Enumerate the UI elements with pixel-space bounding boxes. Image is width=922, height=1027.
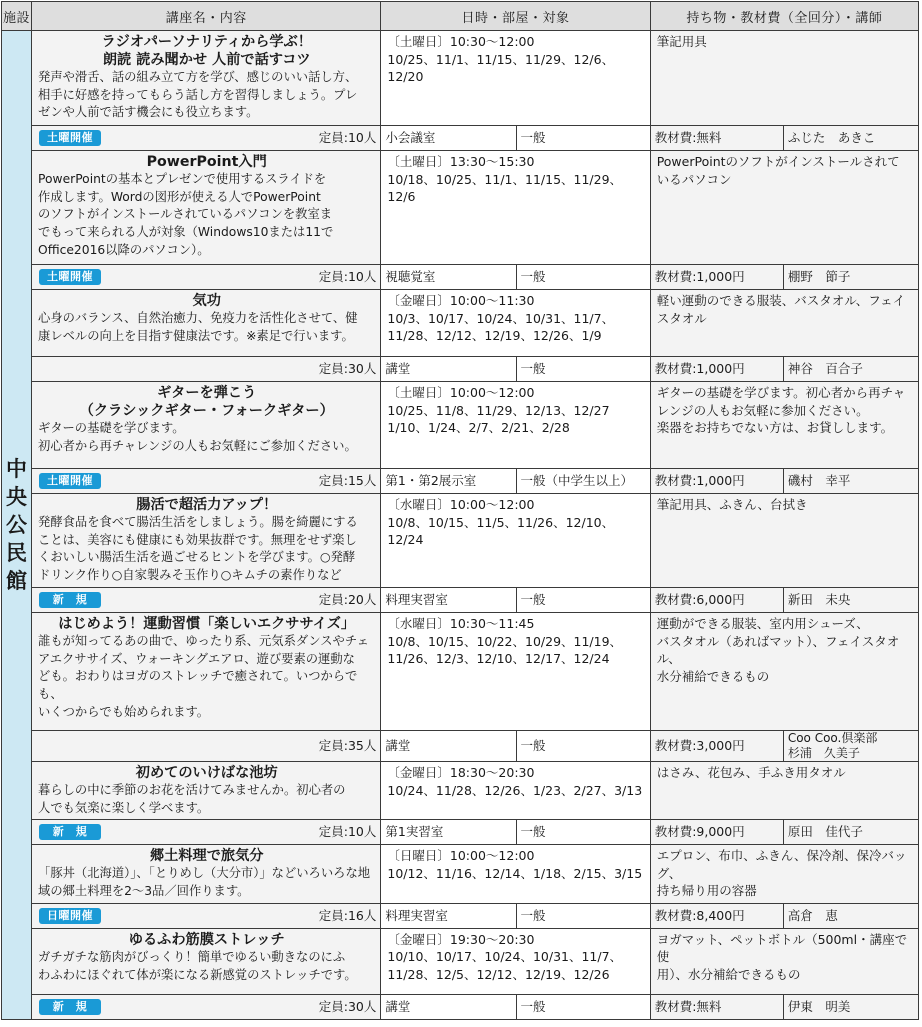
- items-line: バスタオル（あればマット）、フェイスタオル、: [656, 633, 900, 666]
- room: 講堂: [381, 731, 516, 762]
- schedule-badge: 日曜開催: [39, 908, 101, 924]
- items-line: 用）、水分補給できるもの: [656, 966, 801, 982]
- items-line: 水分補給できるもの: [656, 668, 770, 684]
- course-detail-row: [2, 820, 919, 845]
- course-text: ども。おわりはヨガのストレッチで癒されて。いつからでも、: [38, 669, 358, 702]
- schedule-line: 〔土曜日〕10:30〜12:00: [387, 34, 535, 49]
- instructor-name: ふじた あきこ: [787, 130, 876, 145]
- instructor: [783, 588, 918, 613]
- target-audience: 一般: [516, 731, 650, 762]
- course-table: [1, 1, 919, 1020]
- instructor-name: 棚野 節子: [787, 269, 851, 284]
- course-text: アエクササイズ、ウォーキングエアロ、遊び要素の運動な: [38, 651, 355, 666]
- course-row: [2, 382, 919, 469]
- course-row: [2, 151, 919, 265]
- header-datetime: 日時・部屋・対象: [381, 2, 650, 31]
- room: 講堂: [381, 357, 516, 382]
- capacity-cell: [32, 994, 381, 1019]
- facility-char: 央: [6, 484, 28, 509]
- schedule-line: 〔水曜日〕10:00〜12:00: [387, 497, 535, 512]
- room: 小会議室: [381, 126, 516, 151]
- facility-char: 公: [6, 512, 28, 537]
- course-title: ギターを弾こう: [157, 385, 257, 401]
- items-line: 筆記用具: [656, 34, 707, 49]
- course-list: [2, 31, 919, 1020]
- items-line: 楽器をお持ちでない方は、お貸しします。: [656, 420, 894, 435]
- course-schedule: [381, 290, 650, 357]
- capacity-cell: [32, 903, 381, 928]
- target-audience: 一般: [516, 820, 650, 845]
- header-row: [2, 2, 919, 31]
- course-description: [32, 382, 381, 469]
- course-schedule: [381, 494, 650, 588]
- course-row: [2, 762, 919, 820]
- instructor: [783, 903, 918, 928]
- instructor: [783, 731, 918, 762]
- course-text: ギターの基礎を学びます。: [38, 421, 185, 435]
- facility-char: 中: [6, 456, 28, 481]
- target-audience: 一般: [516, 357, 650, 382]
- schedule-badge: 新 規: [39, 824, 101, 840]
- schedule-line: 10/10、10/17、10/24、10/31、11/7、: [387, 949, 623, 965]
- course-text: 発酵食品を食べて腸活生活をしましょう。腸を綺麗にする: [38, 515, 358, 529]
- course-title: 郷土料理で旅気分: [149, 848, 264, 865]
- schedule-line: 10/12、11/16、12/14、1/18、2/15、3/15: [387, 865, 643, 881]
- course-text: 人でも気楽に楽しく学べます。: [38, 800, 210, 815]
- material-fee: 教材費:1,000円: [650, 469, 783, 494]
- capacity: 定員:35人: [318, 738, 377, 753]
- course-text: 作成します。Wordの図形が使える人でPowerPoint: [38, 189, 321, 204]
- material-fee: 教材費:9,000円: [650, 820, 783, 845]
- capacity: 定員:30人: [318, 998, 377, 1014]
- items-line: ヨガマット、ペットボトル（500ml・講座で使: [656, 931, 908, 965]
- items-line: エプロン、布巾、ふきん、保冷剤、保冷バッグ、: [656, 848, 907, 881]
- capacity-cell: [32, 469, 381, 494]
- facility-char: 館: [6, 568, 28, 593]
- capacity-cell: [32, 126, 381, 151]
- course-detail-row: [2, 994, 919, 1019]
- instructor: [783, 994, 918, 1019]
- instructor-name: 神谷 百合子: [787, 361, 863, 376]
- course-row: [2, 31, 919, 126]
- schedule-line: 12/6: [387, 189, 416, 204]
- target-audience: 一般: [516, 588, 650, 613]
- course-detail-row: [2, 469, 919, 494]
- facility-char: 民: [6, 540, 28, 565]
- instructor: [783, 820, 918, 845]
- target-audience: 一般: [516, 126, 650, 151]
- schedule-line: 〔日曜日〕10:00〜12:00: [387, 848, 535, 864]
- schedule-line: 10/24、11/28、12/26、1/23、2/27、3/13: [387, 782, 643, 798]
- course-detail-row: [2, 903, 919, 928]
- capacity-cell: [32, 731, 381, 762]
- course-title: ラジオパーソナリティから学ぶ！: [101, 34, 312, 50]
- capacity: 定員:15人: [318, 473, 377, 488]
- schedule-line: 〔土曜日〕13:30〜15:30: [387, 154, 535, 169]
- course-description: [32, 613, 381, 731]
- course-description: [32, 151, 381, 265]
- course-items: [650, 613, 918, 731]
- course-text: PowerPointの基本とプレゼンで使用するスライドを: [38, 172, 327, 186]
- items-line: レンジの人もお気軽に参加ください。: [656, 402, 869, 418]
- schedule-line: 12/24: [387, 532, 424, 547]
- instructor-name: 新田 未央: [787, 592, 851, 607]
- schedule-line: 10/8、10/15、11/5、11/26、12/10、: [387, 514, 615, 530]
- course-title: 腸活で超活力アップ！: [136, 497, 278, 513]
- schedule-badge: 新 規: [39, 999, 101, 1015]
- course-items: [650, 762, 918, 820]
- items-line: 軽い運動のできる服装、バスタオル、フェイ: [656, 293, 906, 308]
- course-items: [650, 845, 918, 903]
- course-row: [2, 845, 919, 903]
- course-title: 気功: [192, 293, 221, 309]
- instructor: [783, 357, 918, 382]
- course-items: [650, 382, 918, 469]
- facility-name: [2, 31, 32, 1020]
- course-text: ドリンク作り○自家製みそ玉作り○キムチの素作りなど: [38, 568, 342, 583]
- course-text: くおいしい腸活生活を過ごせるヒントを学びます。○発酵: [38, 550, 356, 565]
- course-detail-row: [2, 126, 919, 151]
- course-text: ゼンや人前で話す機会にも役立ちます。: [38, 105, 259, 120]
- course-description: [32, 290, 381, 357]
- course-schedule: [381, 928, 650, 994]
- course-row: [2, 928, 919, 994]
- instructor: [783, 469, 918, 494]
- instructor-name: 磯村 幸平: [787, 473, 851, 488]
- schedule-line: 10/3、10/17、10/24、10/31、11/7、: [387, 310, 615, 326]
- course-text: Office2016以降のパソコン）。: [38, 242, 210, 257]
- material-fee: 教材費:8,400円: [650, 903, 783, 928]
- schedule-line: 〔金曜日〕19:30〜20:30: [387, 931, 535, 947]
- course-title: 朗読 読み聞かせ 人前で話すコツ: [102, 52, 311, 68]
- schedule-line: 12/20: [387, 69, 424, 84]
- course-schedule: [381, 762, 650, 820]
- course-items: [650, 290, 918, 357]
- course-text: 誰もが知ってるあの曲で、ゆったり系、元気系ダンスやチェ: [38, 634, 370, 648]
- schedule-line: 10/8、10/15、10/22、10/29、11/19、: [387, 633, 623, 649]
- course-text: 心身のバランス、自然治癒力、免疫力を活性化させて、健: [38, 311, 358, 325]
- course-text: ことは、美容にも健康にも効果抜群です。無理をせず楽し: [38, 532, 357, 547]
- course-title: はじめよう！運動習慣「楽しいエクササイズ」: [58, 616, 356, 632]
- material-fee: 教材費:無料: [650, 994, 783, 1019]
- instructor-name: 高倉 恵: [787, 907, 838, 923]
- schedule-line: 〔水曜日〕10:30〜11:45: [387, 616, 535, 631]
- header-facility: 施設: [2, 2, 32, 31]
- material-fee: 教材費:1,000円: [650, 265, 783, 290]
- capacity-cell: [32, 588, 381, 613]
- items-line: はさみ、花包み、手ふき用タオル: [656, 765, 846, 780]
- header-course: 講座名・内容: [32, 2, 381, 31]
- course-row: [2, 494, 919, 588]
- course-text: わふわにほぐれて体が楽になる新感覚のストレッチです。: [38, 967, 357, 982]
- course-title: PowerPoint入門: [146, 154, 267, 170]
- capacity-cell: [32, 265, 381, 290]
- course-text: ガチガチな筋肉がびっくり！簡単でゆるい動きなのにふ: [38, 949, 346, 964]
- instructor-name: 伊東 明美: [787, 998, 851, 1014]
- course-description: [32, 494, 381, 588]
- course-title: （クラシックギター・フォークギター）: [79, 403, 334, 419]
- schedule-badge: 新 規: [39, 592, 101, 608]
- target-audience: 一般: [516, 265, 650, 290]
- course-text: 「豚丼（北海道）」、「とりめし（大分市）」などいろいろな地: [38, 866, 371, 881]
- capacity: 定員:10人: [318, 130, 377, 145]
- course-schedule: [381, 31, 650, 126]
- schedule-line: 10/25、11/1、11/15、11/29、12/6、: [387, 51, 615, 67]
- items-line: ギターの基礎を学びます。初心者から再チャ: [656, 385, 906, 400]
- course-text: でもって来られる人が対象（Windows10または11で: [38, 225, 334, 240]
- course-description: [32, 31, 381, 126]
- instructor-name: 原田 佳代子: [787, 824, 863, 840]
- items-line: 筆記用具、ふきん、台拭き: [656, 497, 808, 512]
- material-fee: 教材費:6,000円: [650, 588, 783, 613]
- capacity: 定員:10人: [318, 824, 377, 840]
- room: 視聴覚室: [381, 265, 516, 290]
- course-text: 域の郷土料理を2〜3品／回作ります。: [38, 884, 250, 899]
- schedule-line: 11/28、12/5、12/12、12/19、12/26: [387, 966, 610, 982]
- header-items: 持ち物・教材費（全回分）・講師: [650, 2, 918, 31]
- course-schedule: [381, 151, 650, 265]
- schedule-badge: 土曜開催: [39, 269, 101, 285]
- capacity: 定員:16人: [318, 907, 377, 923]
- capacity: 定員:30人: [318, 361, 377, 376]
- room: 第1・第2展示室: [381, 469, 516, 494]
- instructor-name: Coo Coo.倶楽部: [787, 731, 878, 745]
- schedule-line: 1/10、1/24、2/7、2/21、2/28: [387, 420, 570, 435]
- target-audience: 一般（中学生以上）: [516, 469, 650, 494]
- room: 料理実習室: [381, 903, 516, 928]
- course-detail-row: [2, 588, 919, 613]
- schedule-line: 〔金曜日〕18:30〜20:30: [387, 765, 535, 780]
- course-items: [650, 494, 918, 588]
- course-text: 康レベルの向上を目指す健康法です。※素足で行います。: [38, 328, 354, 343]
- course-text: 初心者から再チャレンジの人もお気軽にご参加ください。: [38, 438, 357, 453]
- material-fee: 教材費:1,000円: [650, 357, 783, 382]
- schedule-line: 〔金曜日〕10:00〜11:30: [387, 293, 535, 308]
- course-text: 暮らしの中に季節のお花を活けてみませんか。初心者の: [38, 783, 346, 797]
- schedule-badge: 土曜開催: [39, 473, 101, 489]
- course-text: 発声や滑舌、話の組み立て方を学び、感じのいい話し方、: [38, 70, 358, 84]
- room: 第1実習室: [381, 820, 516, 845]
- items-line: スタオル: [656, 310, 707, 326]
- schedule-line: 11/28、12/12、12/19、12/26、1/9: [387, 328, 602, 343]
- course-description: [32, 928, 381, 994]
- course-items: [650, 151, 918, 265]
- course-description: [32, 845, 381, 903]
- room: 料理実習室: [381, 588, 516, 613]
- items-line: 運動ができる服装、室内用シューズ、: [656, 616, 869, 631]
- course-description: [32, 762, 381, 820]
- capacity: 定員:20人: [318, 592, 377, 607]
- instructor-name: 杉浦 久美子: [787, 746, 860, 760]
- items-line: いるパソコン: [656, 171, 732, 187]
- instructor: [783, 126, 918, 151]
- course-text: のソフトがインストールされているパソコンを教室ま: [38, 207, 333, 222]
- course-text: 相手に好感を持ってもらう話し方を習得しましょう。プレ: [38, 87, 358, 102]
- target-audience: 一般: [516, 903, 650, 928]
- schedule-line: 〔土曜日〕10:00〜12:00: [387, 385, 535, 400]
- course-detail-row: [2, 357, 919, 382]
- course-items: [650, 928, 918, 994]
- items-line: PowerPointのソフトがインストールされて: [656, 154, 900, 169]
- capacity-cell: [32, 820, 381, 845]
- course-detail-row: [2, 265, 919, 290]
- material-fee: 教材費:3,000円: [650, 731, 783, 762]
- course-title: 初めてのいけばな池坊: [135, 765, 278, 781]
- course-text: いくつからでも始められます。: [38, 704, 210, 719]
- schedule-line: 10/25、11/8、11/29、12/13、12/27: [387, 402, 610, 418]
- course-detail-row: [2, 731, 919, 762]
- target-audience: 一般: [516, 994, 650, 1019]
- schedule-line: 10/18、10/25、11/1、11/15、11/29、: [387, 171, 623, 187]
- course-title: ゆるふわ筋膜ストレッチ: [128, 931, 285, 948]
- capacity-cell: [32, 357, 381, 382]
- room: 講堂: [381, 994, 516, 1019]
- course-items: [650, 31, 918, 126]
- schedule-line: 11/26、12/3、12/10、12/17、12/24: [387, 651, 610, 666]
- items-line: 持ち帰り用の容器: [656, 883, 757, 899]
- course-schedule: [381, 613, 650, 731]
- course-row: [2, 613, 919, 731]
- schedule-badge: 土曜開催: [39, 130, 101, 146]
- course-schedule: [381, 845, 650, 903]
- capacity: 定員:10人: [318, 269, 377, 284]
- course-schedule: [381, 382, 650, 469]
- material-fee: 教材費:無料: [650, 126, 783, 151]
- instructor: [783, 265, 918, 290]
- course-row: [2, 290, 919, 357]
